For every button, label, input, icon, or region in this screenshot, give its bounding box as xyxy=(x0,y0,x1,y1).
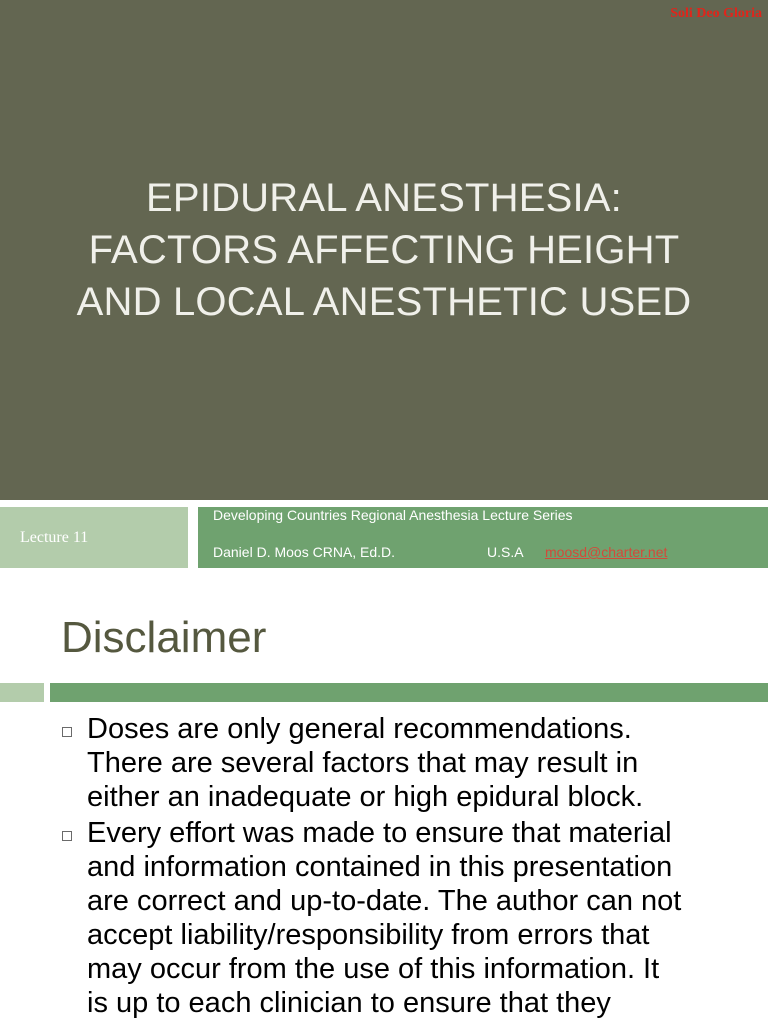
tagline: Soli Deo Gloria xyxy=(670,6,762,21)
author-name: Daniel D. Moos CRNA, Ed.D. xyxy=(213,544,396,560)
accent-bar-small xyxy=(0,683,44,702)
lecture-series: Developing Countries Regional Anesthesia Lecture Series xyxy=(213,507,573,523)
footer-info xyxy=(198,507,768,568)
bullet-line: Doses are only general recommendations. xyxy=(87,713,632,745)
title-line: FACTORS AFFECTING HEIGHT xyxy=(88,228,680,272)
title-line: AND LOCAL ANESTHETIC USED xyxy=(76,280,692,324)
disclaimer-bullets xyxy=(0,712,768,1022)
bullet-item xyxy=(0,712,768,814)
bullet-line: either an inadequate or high epidural block. xyxy=(87,781,644,813)
disclaimer-title: Disclaimer xyxy=(61,613,267,662)
lecture-number: Lecture 11 xyxy=(20,529,89,546)
square-bullet-icon xyxy=(62,727,72,737)
slide-title xyxy=(30,172,738,328)
title-slide xyxy=(0,0,768,500)
bullet-line: is up to each clinician to ensure that they xyxy=(87,987,611,1019)
bullet-line: and information contained in this presentation xyxy=(87,851,673,883)
bullet-line: accept liability/responsibility from errors that xyxy=(87,919,650,951)
email-link[interactable]: moosd@charter.net xyxy=(545,544,668,560)
square-bullet-icon xyxy=(62,831,72,841)
bullet-line: Every effort was made to ensure that material xyxy=(87,817,672,849)
bullet-line: are correct and up-to-date. The author can not xyxy=(87,885,682,917)
slide-divider xyxy=(0,500,768,507)
bullet-item xyxy=(0,816,768,1020)
bullet-line: There are several factors that may result in xyxy=(87,747,639,779)
accent-bar-large xyxy=(50,683,768,702)
author-country: U.S.A xyxy=(487,544,524,560)
lecture-box xyxy=(0,507,188,568)
title-line: EPIDURAL ANESTHESIA: xyxy=(146,176,622,220)
bullet-line: may occur from the use of this information. It xyxy=(87,953,660,985)
